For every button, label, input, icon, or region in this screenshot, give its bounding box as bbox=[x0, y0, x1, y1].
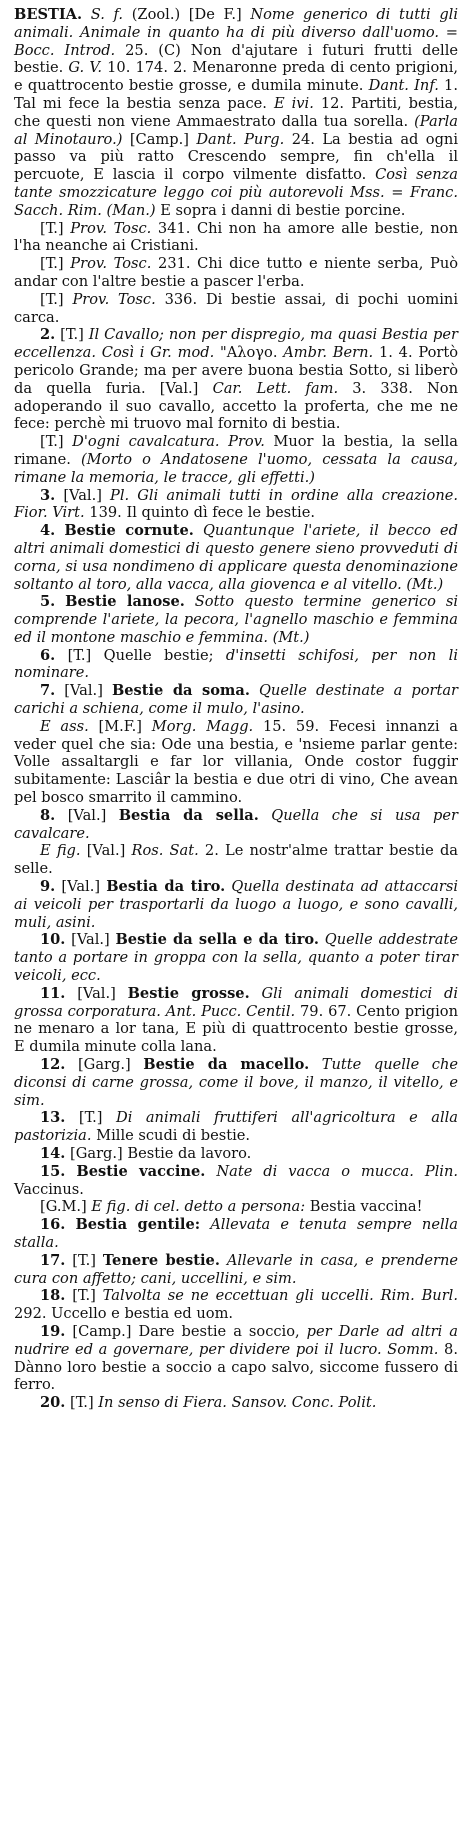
sense-15: 15. Bestie vaccine. Nate di vacca o mucca. Plin. Vaccinus. bbox=[14, 1162, 459, 1198]
sense-6: 6. [T.] Quelle bestie; d'insetti schifosi, per non li nominare. bbox=[14, 646, 458, 682]
sense-16: 16. Bestia gentile: Allevata e tenuta sempre nella stalla. bbox=[14, 1216, 459, 1251]
sense-14: 14. [Garg.] Bestie da lavoro. bbox=[40, 1145, 252, 1162]
sense-5: 5. Bestie lanose. Sotto questo termine generico si comprende l'ariete, la pecora, l'agnello maschio e femmina ed il montone maschio e femmina. (Mt.) bbox=[14, 593, 459, 646]
sense-15-sub: [G.M.] E fig. di cel. detto a persona: Bestia vaccina! bbox=[40, 1198, 423, 1216]
sense-19: 19. [Camp.] Dare bestie a soccio, per Darle ad altri a nudrire ed a governare, per dividere poi il lucro. Somm. 8. Dànno loro bestie a soccio a capo salvo, siccome fussero di ferro. bbox=[14, 1322, 458, 1394]
sense-9: 9. [Val.] Bestia da tiro. Quella destinata ad attaccarsi ai veicoli per trasportarli da luogo a luogo, e sono cavalli, muli, asini. bbox=[14, 878, 458, 931]
sense-18: 18. [T.] Talvolta se ne eccettuan gli uccelli. Rim. Burl. 292. Uccello e bestia ed uom. bbox=[14, 1287, 458, 1323]
sense-20: 20. [T.] In senso di Fiera. Sansov. Conc. Polit. bbox=[40, 1394, 377, 1412]
sense-2: 2. [T.] Il Cavallo; non per dispregio, ma quasi Bestia per eccellenza. Così i Gr. mod. "Αλογο. Ambr. Bern. 1. 4. Portò pericolo Grande; ma per avere buona bestia Sotto, si liberò da quella furia. [Val.] Car. Lett. fam. 3. 338. Non adoperando il suo cavallo, accetto la proferta, che me ne fece: perchè mi truovo mal fornito di bestia. bbox=[14, 326, 459, 433]
sense-8-sub: E fig. [Val.] Ros. Sat. 2. Le nostr'alme trattar bestie da selle. bbox=[14, 842, 459, 878]
entry-text: S. f. (Zool.) [De F.] Nome generico di tutti gli animali. Animale in quanto ha di più diverso dall'uomo. = Bocc. Introd. 25. (C) Non d'ajutare i futuri frutti delle bestie. G. V. 10. 174. 2. Menaronne preda di cento prigioni, e quattrocento bestie grosse, e dumila minute. Dant. Inf. 1. Tal mi fece la bestia senza pace. E ivi. 12. Partiti, bestia, che questi non viene Ammaestrato dalla tua sorella. (Parla al Minotauro.) [Camp.] Dant. Purg. 24. La bestia ad ogni passo va più ratto Crescendo sempre, fin ch'ella il percuote, E lascia il corpo vilmente disfatto. Così senza tante smozzicature leggo coi più autorevoli Mss. = Franc. Sacch. Rim. (Man.) E sopra i danni di bestie porcine. bbox=[14, 6, 459, 219]
sense-11: 11. [Val.] Bestie grosse. Gli animali domestici di grossa corporatura. Ant. Pucc. Centil. 79. 67. Cento prigion ne menaro a lor tana, E più di quattrocento bestie grosse, E dumila minute colla lana. bbox=[14, 984, 458, 1056]
entry-lemma: BESTIA. bbox=[14, 6, 83, 23]
proverb-3: [T.] Prov. Tosc. 336. Di bestie assai, di pochi uomini carca. bbox=[14, 290, 459, 326]
sense-12: 12. [Garg.] Bestie da macello. Tutte quelle che diconsi di carne grossa, come il bove, il manzo, il vitello, e sim. bbox=[14, 1056, 459, 1109]
sense-7-sub: E ass. [M.F.] Morg. Magg. 15. 59. Fecesi innanzi a veder quel che sia: Ode una bestia, e 'nsieme parlar gente: Volle assaltargli e far lor villania, Onde costor fuggir subitamente: Lasciâr la bestia e due otri di vino, Che avean pel bosco smarrito il cammino. bbox=[14, 717, 458, 807]
sense-7: 7. [Val.] Bestie da soma. Quelle destinate a portar carichi a schiena, come il mulo, l'asino. bbox=[14, 682, 459, 718]
proverb-1: [T.] Prov. Tosc. 341. Chi non ha amore alle bestie, non l'ha neanche ai Cristiani. bbox=[14, 219, 458, 255]
sense-4: 4. Bestie cornute. Quantunque l'ariete, il becco ed altri animali domestici di questo genere sieno provveduti di corna, si usa nondimeno di applicare questa denominazione soltanto al toro, alla vacca, alla giovenca e al vitello. (Mt.) bbox=[14, 522, 458, 593]
entry-head bbox=[14, 6, 458, 220]
sense-3: 3. [Val.] Pl. Gli animali tutti in ordine alla creazione. Fior. Virt. 139. Il quinto dì fece le bestie. bbox=[14, 486, 458, 522]
sense-10: 10. [Val.] Bestie da sella e da tiro. Quelle addestrate tanto a portare in groppa con la sella, quanto a poter tirar veicoli, ecc. bbox=[14, 931, 459, 985]
sense-2-sub: [T.] D'ogni cavalcatura. Prov. Muor la bestia, la sella rimane. (Morto o Andatosene l'uomo, cessata la causa, rimane la memoria, le tracce, gli effetti.) bbox=[14, 433, 458, 486]
proverb-2: [T.] Prov. Tosc. 231. Chi dice tutto e niente serba, Può andar con l'altre bestie a pascer l'erba. bbox=[14, 255, 459, 290]
sense-17: 17. [T.] Tenere bestie. Allevarle in casa, e prenderne cura con affetto; cani, uccellini, e sim. bbox=[14, 1251, 458, 1287]
sense-8: 8. [Val.] Bestia da sella. Quella che si usa per cavalcare. bbox=[14, 806, 458, 842]
sense-13: 13. [T.] Di animali fruttiferi all'agricoltura e alla pastorizia. Mille scudi di bestie. bbox=[14, 1109, 458, 1145]
